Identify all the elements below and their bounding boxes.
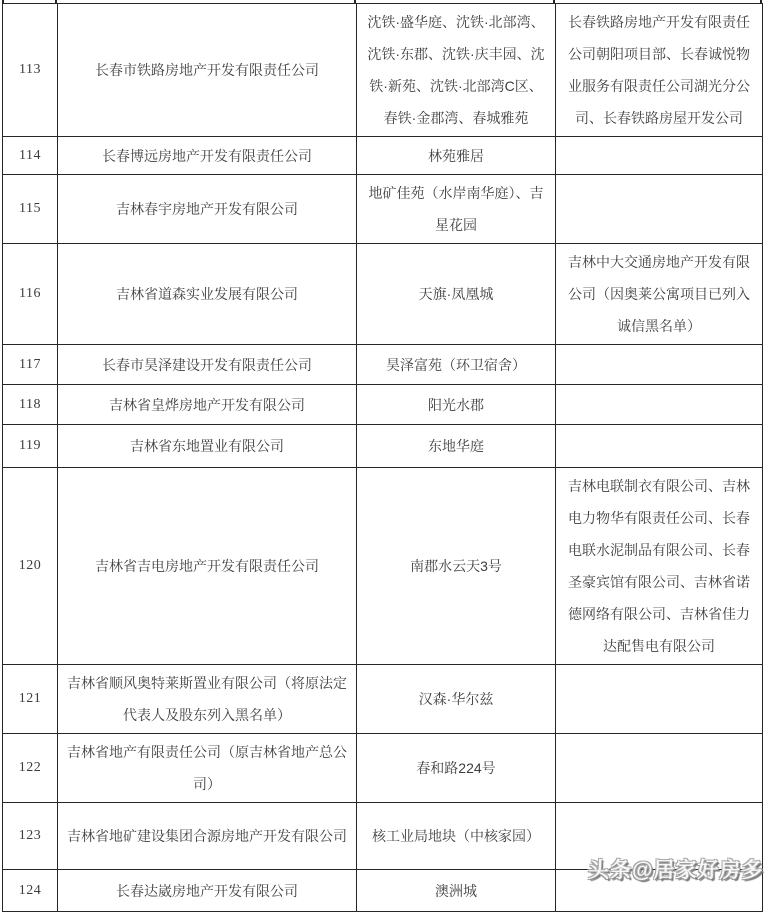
company-name: 长春博远房地产开发有限责任公司 (58, 137, 357, 175)
table-row (3, 4, 763, 137)
table-row (3, 665, 763, 734)
project-names: 南郡水云天3号 (357, 468, 556, 665)
row-number: 116 (3, 244, 58, 345)
row-number: 119 (3, 425, 58, 468)
company-name: 吉林省地产有限责任公司（原吉林省地产总公司） (58, 734, 357, 803)
row-number: 115 (3, 175, 58, 244)
remarks (556, 137, 763, 175)
company-name: 吉林省地矿建设集团合源房地产开发有限公司 (58, 803, 357, 870)
table-row (3, 425, 763, 468)
remarks (556, 665, 763, 734)
company-name: 吉林省顺风奥特莱斯置业有限公司（将原法定代表人及股东列入黑名单） (58, 665, 357, 734)
project-names: 昊泽富苑（环卫宿舍） (357, 345, 556, 385)
developer-blacklist-table (2, 3, 763, 912)
table-row (3, 734, 763, 803)
remarks (556, 425, 763, 468)
project-names: 汉森·华尔兹 (357, 665, 556, 734)
project-names: 天旗·凤凰城 (357, 244, 556, 345)
row-number: 122 (3, 734, 58, 803)
table-row (3, 385, 763, 425)
company-name: 吉林省道森实业发展有限公司 (58, 244, 357, 345)
project-names: 春和路224号 (357, 734, 556, 803)
remarks (556, 385, 763, 425)
row-number: 117 (3, 345, 58, 385)
remarks (556, 345, 763, 385)
project-names: 东地华庭 (357, 425, 556, 468)
company-name: 吉林省吉电房地产开发有限责任公司 (58, 468, 357, 665)
remarks (556, 734, 763, 803)
row-number: 113 (3, 4, 58, 137)
company-name: 吉林省皇烨房地产开发有限公司 (58, 385, 357, 425)
row-number: 124 (3, 870, 58, 912)
row-number: 118 (3, 385, 58, 425)
company-name: 长春市铁路房地产开发有限责任公司 (58, 4, 357, 137)
remarks: 吉林电联制衣有限公司、吉林电力物华有限责任公司、长春电联水泥制品有限公司、长春圣豪宾馆有限公司、吉林省诺德网络有限公司、吉林省佳力达配售电有限公司 (556, 468, 763, 665)
company-name: 长春市昊泽建设开发有限责任公司 (58, 345, 357, 385)
project-names: 林苑雅居 (357, 137, 556, 175)
table-row (3, 137, 763, 175)
row-number: 120 (3, 468, 58, 665)
remarks: 吉林中大交通房地产开发有限公司（因奥莱公寓项目已列入诚信黑名单） (556, 244, 763, 345)
table-row (3, 468, 763, 665)
table-row (3, 175, 763, 244)
project-names: 阳光水郡 (357, 385, 556, 425)
remarks (556, 175, 763, 244)
company-name: 长春达崴房地产开发有限公司 (58, 870, 357, 912)
remarks: 长春铁路房地产开发有限责任公司朝阳项目部、长春诚悦物业服务有限责任公司湖光分公司、长春铁路房屋开发公司 (556, 4, 763, 137)
company-name: 吉林春宇房地产开发有限公司 (58, 175, 357, 244)
table-row (3, 345, 763, 385)
table-row (3, 244, 763, 345)
row-number: 114 (3, 137, 58, 175)
company-name: 吉林省东地置业有限公司 (58, 425, 357, 468)
project-names: 澳洲城 (357, 870, 556, 912)
row-number: 121 (3, 665, 58, 734)
row-number: 123 (3, 803, 58, 870)
toutiao-watermark: 头条@居家好房多 (588, 859, 764, 882)
project-names: 核工业局地块（中核家园） (357, 803, 556, 870)
project-names: 地矿佳苑（水岸南华庭）、吉星花园 (357, 175, 556, 244)
project-names: 沈铁·盛华庭、沈铁·北部湾、沈铁·东郡、沈铁·庆丰园、沈铁·新苑、沈铁·北部湾C区、春铁·金郡湾、春城雅苑 (357, 4, 556, 137)
